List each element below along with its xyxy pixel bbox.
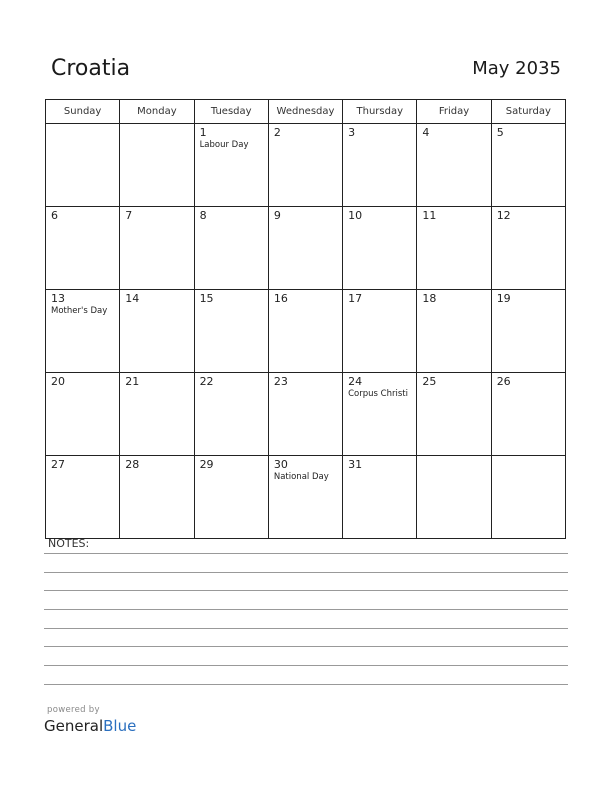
calendar-day-cell [268, 124, 342, 207]
day-number: 23 [273, 375, 288, 388]
note-line [44, 572, 568, 573]
calendar-month-year: May 2035 [472, 58, 561, 79]
calendar-day-cell [491, 207, 565, 290]
holiday-label: Mother's Day [51, 306, 108, 316]
day-number: 31 [348, 458, 363, 471]
calendar-week-row [46, 373, 566, 456]
brand-logo [44, 717, 136, 735]
day-number: 21 [125, 375, 140, 388]
weekday-wednesday: Wednesday [268, 100, 342, 124]
day-number: 11 [422, 209, 437, 222]
day-number: 1 [199, 126, 207, 139]
day-number: 4 [422, 126, 430, 139]
holiday-label: Corpus Christi [348, 389, 408, 399]
day-number: 16 [273, 292, 288, 305]
day-number: 17 [348, 292, 363, 305]
calendar-day-cell [120, 207, 194, 290]
calendar-week-row [46, 124, 566, 207]
calendar-day-cell [417, 207, 491, 290]
weekday-sunday: Sunday [46, 100, 120, 124]
calendar-day-cell [491, 290, 565, 373]
weekday-monday: Monday [120, 100, 194, 124]
calendar-day-cell [417, 290, 491, 373]
calendar-day-cell [268, 207, 342, 290]
brand-general: General [44, 717, 104, 735]
day-number: 28 [125, 458, 140, 471]
day-number: 12 [496, 209, 511, 222]
calendar-day-cell [268, 373, 342, 456]
note-line [44, 590, 568, 591]
calendar-day-cell [46, 373, 120, 456]
note-line [44, 609, 568, 610]
calendar-day-cell [46, 207, 120, 290]
calendar-day-cell [268, 290, 342, 373]
note-line [44, 684, 568, 685]
day-number: 29 [199, 458, 214, 471]
day-number: 13 [51, 292, 65, 305]
calendar-day-cell [268, 456, 342, 539]
note-line [44, 553, 568, 554]
note-line [44, 628, 568, 629]
powered-by-text: powered by [47, 705, 100, 715]
calendar-day-cell [194, 456, 268, 539]
calendar-day-cell [491, 456, 565, 539]
calendar-day-cell [194, 373, 268, 456]
calendar-day-cell [343, 290, 417, 373]
weekday-tuesday: Tuesday [194, 100, 268, 124]
day-number: 6 [51, 209, 58, 222]
calendar-day-cell [46, 290, 120, 373]
calendar-week-row [46, 456, 566, 539]
day-number: 7 [125, 209, 133, 222]
day-number: 10 [348, 209, 363, 222]
calendar-day-cell [491, 124, 565, 207]
calendar-week-row [46, 290, 566, 373]
day-number: 25 [422, 375, 437, 388]
holiday-label: National Day [273, 472, 329, 482]
calendar-day-cell [46, 124, 120, 207]
day-number: 26 [496, 375, 511, 388]
note-line [44, 646, 568, 647]
day-number: 27 [51, 458, 65, 471]
day-number: 3 [348, 126, 356, 139]
day-number: 5 [496, 126, 504, 139]
day-number: 20 [51, 375, 65, 388]
weekday-friday: Friday [417, 100, 491, 124]
calendar-day-cell [343, 456, 417, 539]
calendar-week-row [46, 207, 566, 290]
holiday-label: Labour Day [199, 140, 249, 150]
calendar-day-cell [343, 373, 417, 456]
calendar-day-cell [343, 124, 417, 207]
calendar-day-cell [194, 290, 268, 373]
day-number: 30 [273, 458, 288, 471]
day-number: 24 [348, 375, 363, 388]
calendar-day-cell [120, 290, 194, 373]
calendar-day-cell [120, 373, 194, 456]
weekday-thursday: Thursday [343, 100, 417, 124]
calendar-day-cell [194, 207, 268, 290]
day-number: 9 [273, 209, 281, 222]
weekday-header-row [46, 100, 566, 124]
day-number: 2 [273, 126, 281, 139]
day-number: 19 [496, 292, 511, 305]
notes-label: NOTES: [48, 537, 90, 550]
calendar-grid [45, 99, 566, 539]
day-number: 14 [125, 292, 140, 305]
calendar-country-title: Croatia [51, 56, 131, 81]
calendar-day-cell [120, 456, 194, 539]
day-number: 15 [199, 292, 214, 305]
calendar-day-cell [417, 456, 491, 539]
calendar-day-cell [46, 456, 120, 539]
day-number: 18 [422, 292, 437, 305]
day-number: 8 [199, 209, 207, 222]
weekday-saturday: Saturday [491, 100, 565, 124]
calendar-day-cell [417, 124, 491, 207]
calendar-day-cell [417, 373, 491, 456]
note-line [44, 665, 568, 666]
calendar-day-cell [194, 124, 268, 207]
brand-blue: Blue [103, 717, 137, 735]
calendar-day-cell [120, 124, 194, 207]
day-number: 22 [199, 375, 214, 388]
calendar-day-cell [343, 207, 417, 290]
calendar-day-cell [491, 373, 565, 456]
